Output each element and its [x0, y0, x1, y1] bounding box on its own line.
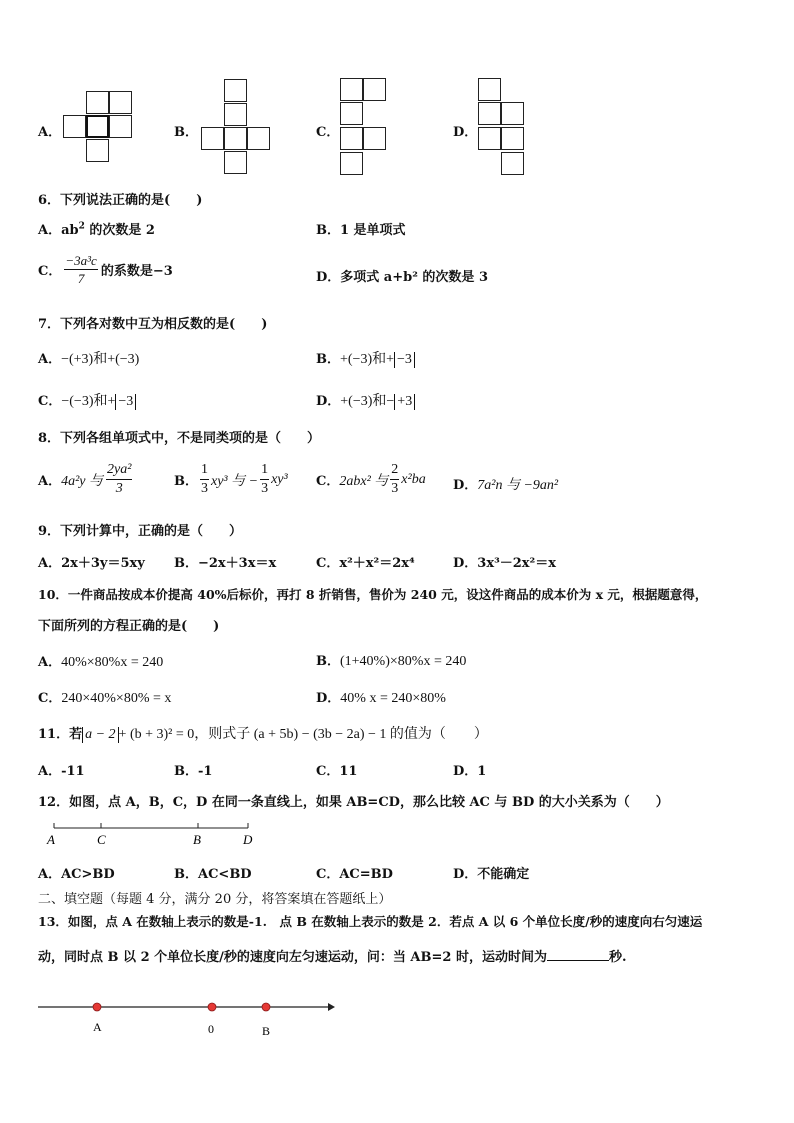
q6-c-fraction: $\frac{\text{−3a³c}}{7}$	[65, 253, 97, 286]
q5-option-c-label: C．	[316, 125, 340, 140]
section-title: 二、填空题（每题 4 分，满分 20 分，将答案填在答题纸上）	[38, 892, 392, 907]
q7-option-a[interactable]: A．−(+3)和+(−3)	[38, 352, 140, 367]
q12-option-b[interactable]: B．AC<BD	[174, 867, 252, 882]
q10-option-d[interactable]: D．40% x = 240×80%	[316, 691, 446, 706]
q7-stem: 7．下列各对数中互为相反数的是( )	[38, 317, 268, 332]
q13-line2: 动，同时点 B 以 2 个单位长度/秒的速度向左匀速运动，问：当 AB=2 时，运动时间为 秒.	[38, 950, 627, 965]
q9-option-b[interactable]: B．−2x＋3x＝x	[174, 556, 277, 571]
q13-point-a	[93, 1003, 101, 1011]
q7-option-b[interactable]: B．+(−3)和+ −3	[316, 348, 415, 368]
q12-option-a[interactable]: A．AC>BD	[38, 867, 115, 882]
arrow-right-icon	[328, 1003, 335, 1011]
q12-option-c[interactable]: C．AC=BD	[316, 867, 393, 882]
q10-option-b[interactable]: B．(1+40%)×80%x = 240	[316, 654, 467, 669]
q8-stem: 8．下列各组单项式中，不是同类项的是（ ）	[38, 431, 321, 446]
q12-stem: 12．如图，点 A，B，C，D 在同一条直线上，如果 AB=CD，那么比较 AC 与 BD 的大小关系为（ ）	[38, 795, 669, 810]
q13-line1: 13．如图，点 A 在数轴上表示的数是-1. 点 B 在数轴上表示的数是 2．若点 A 以 6 个单位长度/秒的速度向右匀速运	[38, 914, 703, 929]
q9-stem: 9．下列计算中，正确的是（ ）	[38, 524, 243, 539]
q10-stem-line2: 下面所列的方程正确的是( )	[38, 619, 220, 634]
q13-label-a: A	[93, 1020, 102, 1034]
q13-number-line	[36, 995, 336, 1040]
q10-option-a[interactable]: A．40%×80%x = 240	[38, 655, 164, 670]
q13-point-b	[262, 1003, 270, 1011]
q12-line-diagram	[40, 818, 270, 850]
q5-option-b-label: B．	[174, 125, 198, 140]
q10-option-c[interactable]: C．240×40%×80% = x	[38, 691, 172, 706]
q9-option-d[interactable]: D．3x³－2x²＝x	[453, 556, 557, 571]
q11-option-c[interactable]: C．11	[316, 764, 358, 779]
q6-option-a[interactable]: A．$ab^2$ 的次数是 2	[38, 221, 155, 238]
q8-option-b[interactable]: B． $\frac{1}{3}$ xy³ 与 − $\frac{1}{3}$ xy³	[174, 462, 288, 496]
q12-point-c-label: C	[97, 832, 106, 847]
q13-label-b: B	[262, 1024, 271, 1038]
q7-option-c[interactable]: C．−(−3)和+ −3	[38, 390, 136, 410]
q7-option-d[interactable]: D．+(−3)和− +3	[316, 390, 415, 410]
q12-point-a-label: A	[47, 832, 55, 847]
q6-option-b[interactable]: B．1 是单项式	[316, 223, 406, 238]
q13-answer-blank[interactable]	[547, 948, 609, 961]
q12-point-b-label: B	[193, 832, 201, 847]
q11-stem: 11．若 a − 2 + (b + 3)² = 0，则式子 (a + 5b) − (3b − 2a) − 1 的值为（ ）	[38, 727, 488, 742]
q6-option-d[interactable]: D．多项式 a+b² 的次数是 3	[316, 270, 488, 285]
q8-option-d[interactable]: D．7a²n 与 −9an²	[453, 478, 559, 493]
q8-option-c[interactable]: C． 2abx² 与 $\frac{2}{3}$ x²ba	[316, 462, 426, 496]
q12-option-d[interactable]: D．不能确定	[453, 867, 530, 882]
q11-option-a[interactable]: A．-11	[38, 764, 85, 779]
q8-a-fraction: $\frac{\text{2ya²}}{3}$	[107, 462, 132, 496]
q11-option-b[interactable]: B．-1	[174, 764, 213, 779]
q12-point-d-label: D	[243, 832, 253, 847]
q6-option-c[interactable]: C． $\frac{\text{−3a³c}}{7}$ 的系数是−3	[38, 253, 173, 286]
q9-option-a[interactable]: A．2x＋3y＝5xy	[38, 556, 145, 571]
q5-option-d-label: D．	[453, 125, 478, 140]
q13-label-origin: 0	[208, 1022, 214, 1036]
q5-option-a-label: A．	[38, 125, 62, 140]
q10-stem-line1: 10．一件商品按成本价提高 40%后标价，再打 8 折销售，售价为 240 元，设这件商品的成本价为 x 元，根据题意得，	[38, 587, 708, 602]
q8-option-a[interactable]: A． 4a²y 与 $\frac{\text{2ya²}}{3}$	[38, 462, 132, 496]
q9-option-c[interactable]: C．x²＋x²＝2x⁴	[316, 556, 415, 571]
q6-stem: 6．下列说法正确的是( )	[38, 193, 203, 208]
q11-option-d[interactable]: D．1	[453, 764, 487, 779]
q13-point-origin	[208, 1003, 216, 1011]
